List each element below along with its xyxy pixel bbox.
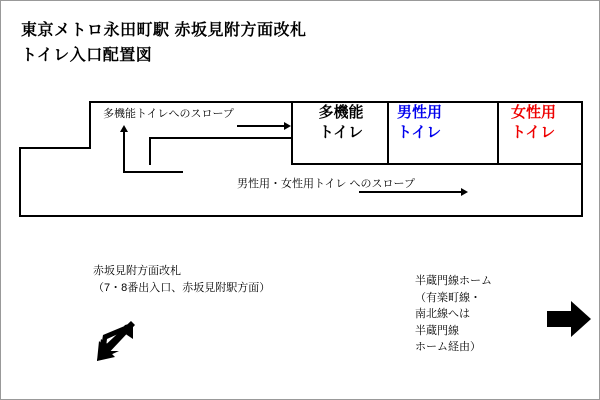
title-line-1: 東京メトロ永田町駅 赤坂見附方面改札: [21, 22, 307, 39]
corridor-top-edge: [149, 137, 151, 165]
wall-bottom: [19, 215, 583, 217]
room-womens-line2: トイレ: [511, 124, 556, 142]
room-mens-line2: トイレ: [397, 124, 442, 142]
wall-far-left: [19, 147, 21, 217]
caption-hanzomon-line4: 半蔵門線: [415, 324, 459, 337]
room-multipurpose-line2: トイレ: [318, 124, 364, 142]
caption-hanzomon-line1: 半蔵門線ホーム: [415, 275, 492, 287]
divider-multipurpose-mens: [387, 101, 389, 165]
wall-slope-bottom: [19, 147, 91, 149]
caption-hanzomon-line5: ホーム経由）: [415, 341, 481, 353]
caption-gate-line2: （7・8番出入口、赤坂見附駅方面）: [93, 281, 271, 294]
arrow-right-slope-head-icon: [284, 122, 291, 130]
arrow-right-slope-shaft: [237, 125, 287, 127]
room-label-mens: [397, 103, 491, 144]
floor-plan: [19, 93, 583, 223]
room-label-multipurpose: [301, 103, 381, 144]
slope-label-mens-womens: [237, 177, 415, 192]
corridor-edge-horizontal: [149, 137, 291, 139]
slope2-line2: へのスロープ: [349, 178, 415, 190]
room-label-womens: [511, 103, 600, 144]
room-multipurpose-line1: 多機能: [318, 104, 364, 121]
arrow-up-base: [123, 171, 183, 173]
caption-gate-line1: 赤坂見附方面改札: [93, 265, 181, 277]
divider-mens-womens: [497, 101, 499, 165]
arrow-up-shaft: [123, 131, 125, 173]
caption-hanzomon-line2: （有楽町線・: [415, 291, 481, 304]
page-title: [21, 19, 306, 69]
divider-slope-multipurpose: [291, 101, 293, 165]
caption-hanzomon-platform: [415, 273, 492, 356]
room-mens-line1: 男性用: [397, 104, 443, 121]
room-womens-line1: 女性用: [511, 104, 557, 121]
arrow-down-left-icon: [93, 319, 141, 363]
rooms-bottom-edge: [291, 163, 583, 165]
caption-gate: [93, 263, 270, 296]
arrow-right-long-shaft: [359, 191, 463, 193]
slope-label-multipurpose: 多機能トイレへのスロープ: [103, 108, 234, 120]
arrow-right-long-head-icon: [461, 188, 468, 196]
caption-hanzomon-line3: 南北線へは: [415, 308, 470, 320]
slope2-line1: 男性用・女性用トイレ: [237, 178, 347, 190]
title-line-2: トイレ入口配置図: [21, 46, 153, 64]
arrow-up-head-icon: [120, 125, 128, 132]
arrow-right-icon: [545, 297, 593, 341]
wall-left-vertical: [89, 101, 91, 147]
